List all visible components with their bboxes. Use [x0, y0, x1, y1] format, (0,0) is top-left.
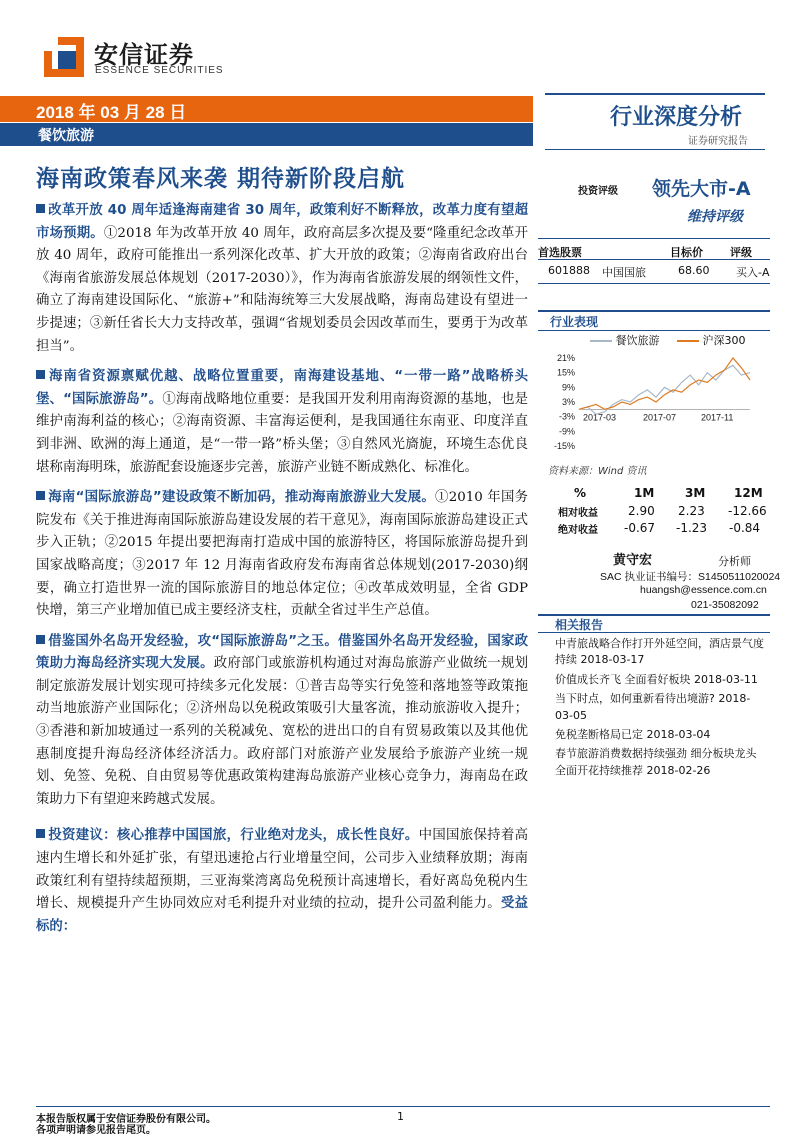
paragraph-text: ①2018 年为改革开放 40 周年，政府高层多次提及要“隆重纪念改革开放 40 周年，政府可能推出一系列深化改革、扩大开放的政策；②海南省政府出台《海南省旅游发展总体规划（2017-2030）》，作为海南省旅游发展的纲领性文件，确立了海南建设国际化、“旅游+”和陆海统筹三大发展战略，海南岛建设有望进一步提速；③新任省长大力支持改革，强调“省规划委员会因改革而生，要勇于为改革担当”。	[36, 225, 528, 354]
perf-header-cell: 12M	[734, 486, 763, 500]
stock-header-cell: 目标价	[670, 246, 703, 259]
y-tick-label: 21%	[556, 353, 575, 363]
paragraph-headline: 改革开放 40 周年适逢海南建省 30 周年，政策利好不断释放，改革力度有望超市场预期。	[36, 203, 528, 241]
chart-source: 资料来源：Wind 资讯	[548, 466, 647, 477]
perf-cell: -12.66	[728, 504, 767, 518]
bullet-square-icon	[36, 829, 45, 838]
paragraph	[36, 631, 528, 812]
performance-table	[538, 486, 770, 538]
legend-label: 餐饮旅游	[615, 334, 660, 347]
paragraph	[36, 200, 528, 358]
legend-swatch	[590, 340, 612, 342]
report-subtitle: 证券研究报告	[688, 136, 748, 147]
paragraph-text: 政府部门或旅游机构通过对海岛旅游产业做统一规划制定旅游发展计划实现可持续多元化发展：①普吉岛等实行免签和落地签等政策拖动当地旅游产业国际化；②济州岛以免税政策吸引大量客流，推动旅游收入提升；③香港和新加坡通过一系列的关税减免、宽松的进出口的自有贸易政策以及其他优惠制度提升海岛经济体经济活力。政府部门对旅游产业发展给予旅游产业统一规划、免签、免税、自由贸易等优惠政策构建海岛旅游产业核心竞争力，海南岛在政策助力下有望迎来跨越式发展。	[36, 656, 529, 807]
divider	[538, 330, 770, 331]
stock-target-price: 68.60	[678, 264, 710, 277]
stock-code: 601888	[548, 264, 590, 277]
y-tick-label: 9%	[561, 382, 575, 393]
perf-cell: -0.67	[624, 521, 656, 535]
performance-row	[538, 521, 770, 538]
related-report-item[interactable]: 当下时点，如何重新看待出境游? 2018-03-05	[555, 692, 751, 722]
stock-row	[538, 262, 770, 280]
related-report-item[interactable]: 中青旅战略合作打开外延空间，酒店景气度持续 2018-03-17	[555, 637, 764, 667]
bullet-square-icon	[36, 370, 45, 379]
paragraph-text: ①海南战略地位重要：是我国开发利用南海资源的基地，也是维护南海利益的核心；②海南资源、丰富海运便利，是我国通往东南亚、印度洋直到非洲、欧洲的海上通道，是“一带一路”桥头堡；③自然风光旖旎，环境生态优良堪称南海明珠，旅游配套设施逐步完善，旅游产业链不断成熟化、标准化。	[36, 391, 529, 475]
legend-label: 沪深300	[702, 334, 746, 347]
x-tick-label: 2017-07	[643, 412, 677, 423]
y-tick-label: -15%	[553, 441, 575, 451]
rating-value: 领先大市-A	[652, 178, 751, 200]
report-type: 行业深度分析	[610, 105, 743, 130]
rating-label: 投资评级	[578, 186, 618, 197]
paragraph-text: 中国国旅保持着高速内生增长和外延扩张，有望迅速抢占行业增量空间，公司步入业绩释放期；海南政策红利有望持续超预期，三亚海棠湾离岛免税预计高速增长，看好离岛免税内生增长、规模提升产生协同效应对毛利提升对业绩的拉动，提升公司盈利能力。	[36, 828, 528, 912]
section-title-related: 相关报告	[555, 618, 604, 632]
report-date: 2018 年 03 月 28 日	[36, 103, 187, 122]
performance-header-row	[538, 486, 770, 503]
performance-row	[538, 504, 770, 521]
analyst-email[interactable]: huangsh@essence.com.cn	[640, 584, 767, 596]
paragraph	[36, 487, 528, 623]
x-tick-label: 2017-03	[583, 412, 617, 423]
stock-name: 中国国旅	[602, 266, 646, 279]
paragraph-headline: 海南“国际旅游岛”建设政策不断加码，推动海南旅游业大发展。	[48, 490, 436, 506]
paragraph	[36, 825, 528, 938]
related-report-item[interactable]: 价值成长齐飞 全面看好板块 2018-03-11	[555, 672, 758, 686]
essence-logo-icon	[44, 37, 84, 77]
related-report-item[interactable]: 春节旅游消费数据持续强劲 细分板块龙头全面开花持续推荐 2018-02-26	[555, 747, 757, 777]
paragraph-headline: 借鉴国外名岛开发经验，攻“国际旅游岛”之玉。借鉴国外名岛开发经验，国家政策助力海岛经济实现大发展。	[36, 633, 528, 672]
paragraph-text: ①2010 年国务院发布《关于推进海南国际旅游岛建设发展的若干意见》，海南国际旅游岛建设正式步入正轨；②2015 年提出要把海南打造成中国的旅游特区，将国际旅游岛提升到国家战略高度；③2017 年 12 月海南省政府发布海南省总体规划(2017-2030)纲要，确立打造世界一流的国际旅游目的地总体定位；④改革成效明显，全省 GDP 快增，第三产业增加值已成主要经济支柱，贡献全省过半生产总值。	[36, 490, 528, 619]
paragraph-headline: 投资建议：核心推荐中国国旅，行业绝对龙头，成长性良好。	[48, 828, 419, 844]
y-tick-label: 3%	[561, 397, 575, 407]
stock-table-header	[538, 241, 770, 261]
stock-header-cell: 首选股票	[538, 246, 582, 259]
header-divider-top	[545, 93, 765, 95]
footer-disclaimer: 各项声明请参见报告尾页。	[36, 1125, 156, 1136]
perf-header-cell: 3M	[685, 486, 706, 500]
divider	[538, 632, 770, 633]
legend-swatch	[677, 340, 699, 342]
performance-chart	[545, 348, 760, 453]
perf-cell: -0.84	[729, 521, 761, 535]
analyst-license: SAC 执业证书编号：S1450511020024	[600, 571, 781, 583]
x-tick-label: 2017-11	[701, 412, 734, 423]
perf-row-label: 绝对收益	[558, 525, 598, 536]
stock-rating: 买入-A	[736, 266, 770, 279]
footer-copyright: 本报告版权属于安信证券股份有限公司。	[36, 1114, 216, 1125]
section-title-performance: 行业表现	[550, 315, 599, 329]
page-number: 1	[397, 1110, 404, 1123]
paragraph-headline: 海南省资源禀赋优越、战略位置重要，南海建设基地、“一带一路”战略桥头堡、“国际旅游岛”。	[36, 369, 528, 407]
report-body	[36, 200, 528, 946]
y-tick-label: 15%	[556, 367, 575, 378]
header-divider-bottom	[545, 149, 765, 150]
divider	[538, 310, 770, 312]
related-report-item[interactable]: 免税垄断格局已定 2018-03-04	[555, 728, 711, 742]
perf-row-label: 相对收益	[558, 508, 598, 519]
stock-header-cell: 评级	[730, 246, 752, 259]
paragraph-tail: 受益标的：	[36, 896, 529, 934]
logo-text-cn: 安信证券	[94, 41, 194, 69]
y-tick-label: -9%	[558, 426, 575, 437]
related-reports-list	[555, 636, 765, 779]
perf-header-cell: %	[574, 486, 587, 500]
series-line	[579, 365, 750, 414]
analyst-phone: 021-35082092	[691, 599, 759, 611]
analyst-role: 分析师	[718, 555, 751, 568]
y-tick-label: -3%	[558, 411, 575, 422]
industry-name: 餐饮旅游	[38, 128, 94, 144]
perf-header-cell: 1M	[634, 486, 655, 500]
divider	[538, 259, 770, 260]
bullet-square-icon	[36, 635, 45, 644]
perf-cell: -1.23	[676, 521, 708, 535]
page-title: 海南政策春风来袭 期待新阶段启航	[36, 166, 406, 192]
series-line	[579, 358, 750, 409]
chart-legend	[590, 332, 746, 348]
logo-text-en: ESSENCE SECURITIES	[95, 65, 224, 76]
perf-cell: 2.23	[678, 504, 705, 518]
divider	[538, 238, 770, 239]
divider	[538, 283, 770, 284]
paragraph	[36, 366, 528, 479]
bullet-square-icon	[36, 491, 45, 500]
rating-note: 维持评级	[687, 209, 743, 225]
analyst-name: 黄守宏	[613, 553, 653, 568]
bullet-square-icon	[36, 204, 45, 213]
perf-cell: 2.90	[628, 504, 655, 518]
footer-divider	[36, 1106, 770, 1107]
